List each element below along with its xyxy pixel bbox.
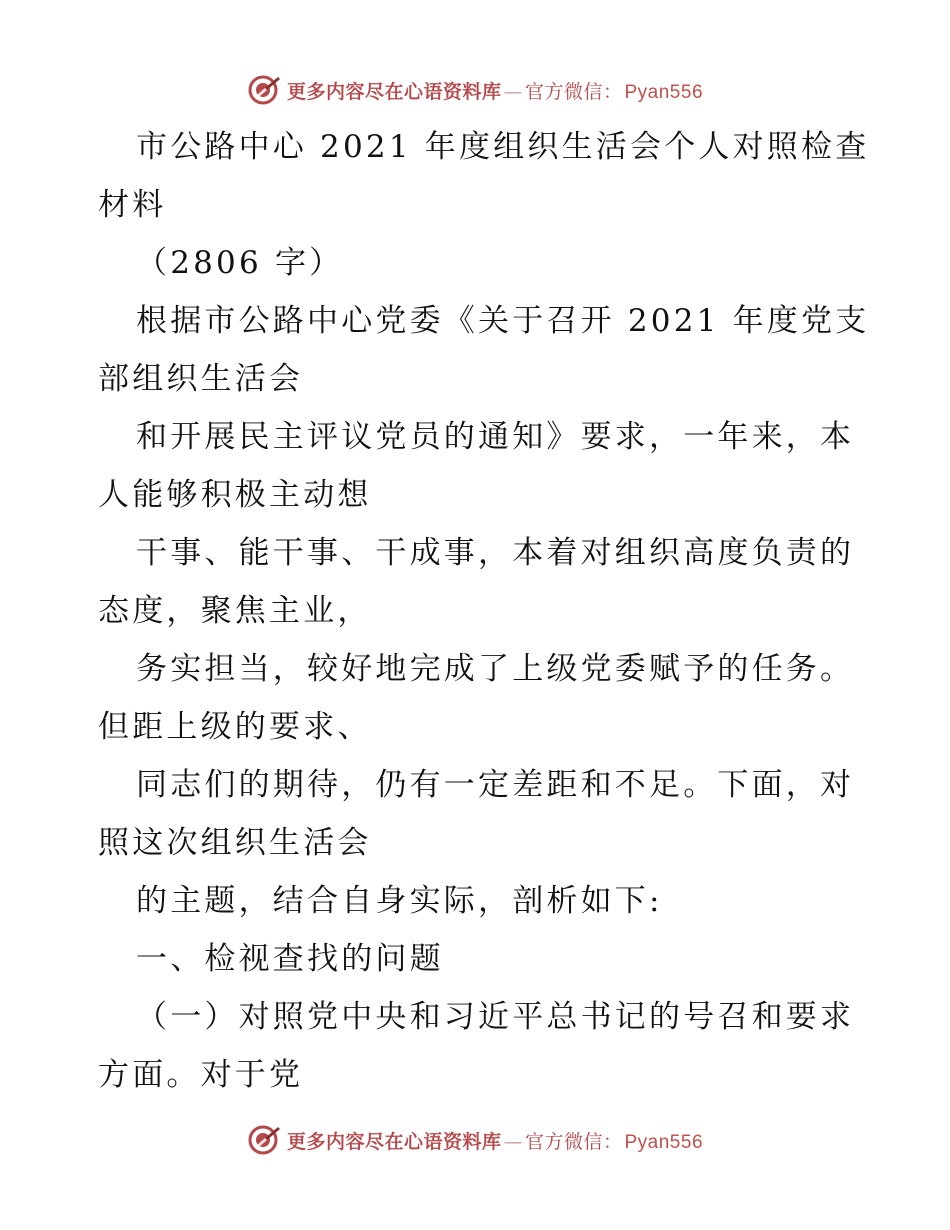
document-line: 人能够积极主动想 bbox=[98, 477, 372, 513]
document-line: 的主题，结合自身实际，剖析如下: bbox=[136, 883, 663, 919]
document-line: 干事、能干事、干成事，本着对组织高度负责的 bbox=[136, 535, 855, 571]
document-body bbox=[98, 118, 870, 1104]
document-line: 根据市公路中心党委《关于召开 2021 年度党支 bbox=[136, 303, 870, 339]
document-line: 一、检视查找的问题 bbox=[136, 941, 444, 977]
document-line: 照这次组织生活会 bbox=[98, 825, 372, 861]
banner-dash: — bbox=[503, 80, 523, 103]
banner-sub-text: 官方微信： bbox=[524, 80, 623, 103]
banner-dash: — bbox=[503, 1130, 523, 1153]
pen-seal-logo-icon bbox=[247, 73, 281, 107]
pen-seal-logo-icon bbox=[247, 1123, 281, 1157]
footer-banner bbox=[0, 1118, 950, 1162]
document-line: （2806 字） bbox=[136, 245, 344, 281]
banner-wechat-id: Pyan556 bbox=[624, 81, 704, 103]
document-line: 方面。对于党 bbox=[98, 1057, 304, 1093]
document-line: 市公路中心 2021 年度组织生活会个人对照检查 bbox=[136, 129, 870, 165]
document-line: 但距上级的要求、 bbox=[98, 709, 372, 745]
banner-sub-text: 官方微信： bbox=[524, 1130, 623, 1153]
document-line: 务实担当，较好地完成了上级党委赋予的任务。 bbox=[136, 651, 855, 687]
document-line: （一）对照党中央和习近平总书记的号召和要求 bbox=[136, 999, 855, 1035]
banner-main-text: 更多内容尽在心语资料库 bbox=[286, 1130, 502, 1153]
banner-wechat-id: Pyan556 bbox=[624, 1131, 704, 1153]
document-line: 和开展民主评议党员的通知》要求，一年来，本 bbox=[136, 419, 855, 455]
document-line: 同志们的期待，仍有一定差距和不足。下面，对 bbox=[136, 767, 855, 803]
document-line: 材料 bbox=[98, 187, 167, 223]
document-line: 态度，聚焦主业， bbox=[98, 593, 372, 629]
document-line: 部组织生活会 bbox=[98, 361, 304, 397]
banner-main-text: 更多内容尽在心语资料库 bbox=[286, 80, 502, 103]
header-banner bbox=[0, 68, 950, 112]
